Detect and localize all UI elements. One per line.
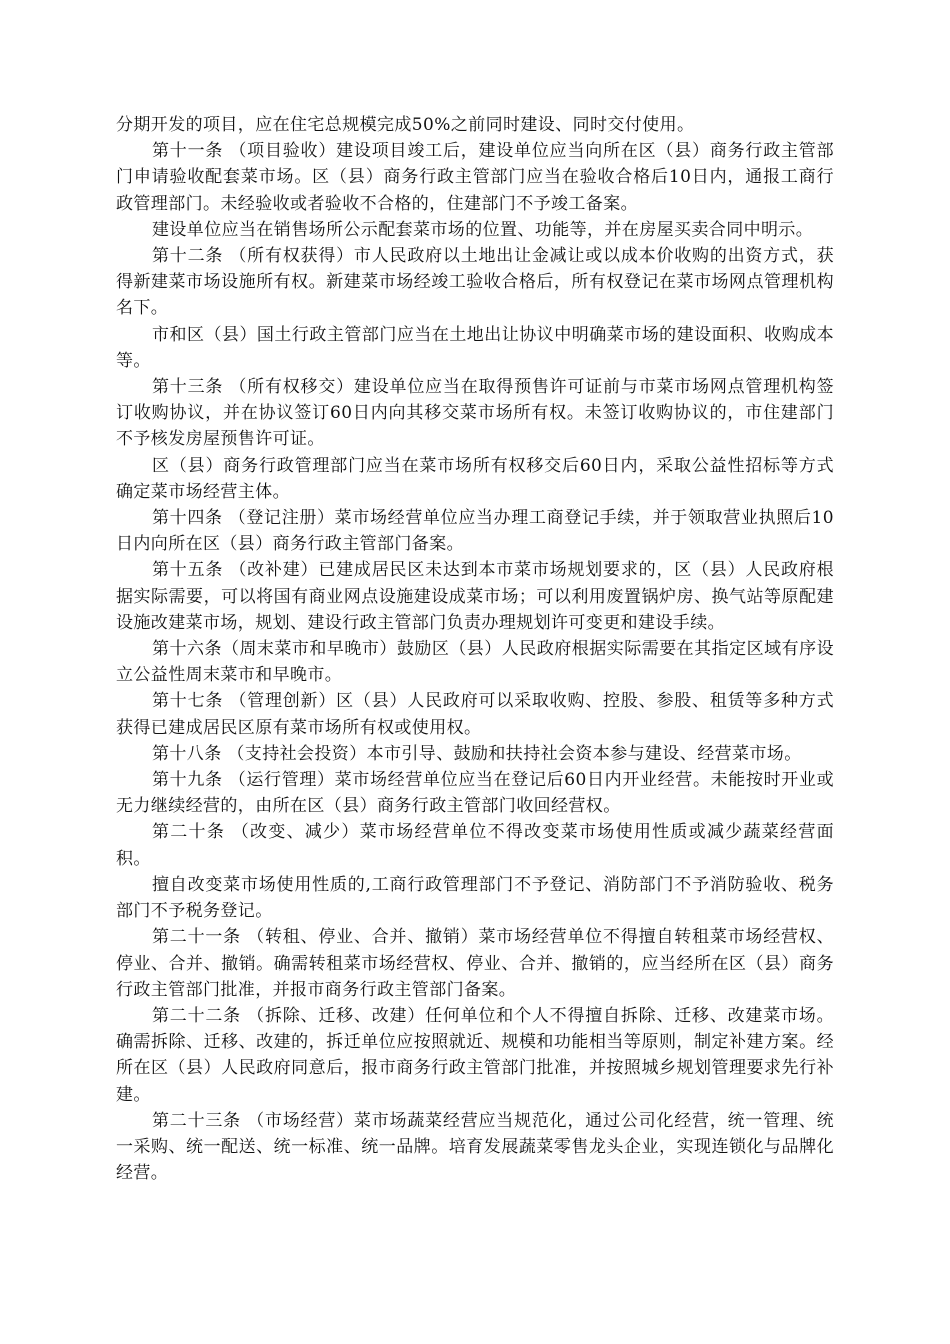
article-13-operator-selection: 区（县）商务行政管理部门应当在菜市场所有权移交后60日内，采取公益性招标等方式确定菜市场经营主体。 xyxy=(116,455,834,502)
article-16-weekend-markets: 第十六条（周末菜市和早晚市）鼓励区（县）人民政府根据实际需要在其指定区域有序设立公益性周末菜市和早晚市。 xyxy=(116,639,834,686)
article-12-land-transfer-agreement: 市和区（县）国土行政主管部门应当在土地出让协议中明确菜市场的建设面积、收购成本等。 xyxy=(116,324,834,371)
article-21-sublease-closure: 第二十一条 （转租、停业、合并、撤销）菜市场经营单位不得擅自转租菜市场经营权、停业、合并、撤销。确需转租菜市场经营权、停业、合并、撤销的，应当经所在区（县）商务行政主管部门批准，并报市商务行政主管部门备案。 xyxy=(116,927,834,1000)
article-17-management-innovation: 第十七条 （管理创新）区（县）人民政府可以采取收购、控股、参股、租赁等多种方式获得已建成居民区原有菜市场所有权或使用权。 xyxy=(116,691,834,738)
article-15-renovation: 第十五条 （改补建）已建成居民区未达到本市菜市场规划要求的，区（县）人民政府根据实际需要，可以将国有商业网点设施建设成菜市场；可以利用废置锅炉房、换气站等原配建设施改建菜市场，规划、建设行政主管部门负责办理规划许可变更和建设手续。 xyxy=(116,560,834,633)
paragraph-continuation: 分期开发的项目，应在住宅总规模完成50%之前同时建设、同时交付使用。 xyxy=(116,115,695,135)
article-14-registration: 第十四条 （登记注册）菜市场经营单位应当办理工商登记手续，并于领取营业执照后10日内向所在区（县）商务行政主管部门备案。 xyxy=(116,508,834,555)
document-page xyxy=(116,112,834,1186)
article-13-ownership-transfer: 第十三条 （所有权移交）建设单位应当在取得预售许可证前与市菜市场网点管理机构签订收购协议，并在协议签订60日内向其移交菜市场所有权。未签订收购协议的，市住建部门不予核发房屋预售许可证。 xyxy=(116,377,834,450)
article-23-market-operation: 第二十三条 （市场经营）菜市场蔬菜经营应当规范化，通过公司化经营，统一管理、统一采购、统一配送、统一标准、统一品牌。培育发展蔬菜零售龙头企业，实现连锁化与品牌化经营。 xyxy=(116,1110,834,1184)
article-19-operation-management: 第十九条 （运行管理）菜市场经营单位应当在登记后60日内开业经营。未能按时开业或无力继续经营的，由所在区（县）商务行政主管部门收回经营权。 xyxy=(116,770,834,817)
article-11-publicity: 建设单位应当在销售场所公示配套菜市场的位置、功能等，并在房屋买卖合同中明示。 xyxy=(152,219,814,240)
article-20-unauthorized-change: 擅自改变菜市场使用性质的,工商行政管理部门不予登记、消防部门不予消防验收、税务部门不予税务登记。 xyxy=(116,874,834,922)
article-11-project-acceptance: 第十一条 （项目验收）建设项目竣工后，建设单位应当向所在区（县）商务行政主管部门申请验收配套菜市场。区（县）商务行政主管部门应当在验收合格后10日内，通报工商行政管理部门。未经验收或者验收不合格的，住建部门不予竣工备案。 xyxy=(116,141,834,214)
article-12-ownership-acquisition: 第十二条 （所有权获得）市人民政府以土地出让金减让或以成本价收购的出资方式，获得新建菜市场设施所有权。新建菜市场经竣工验收合格后，所有权登记在菜市场网点管理机构名下。 xyxy=(116,246,834,319)
article-22-demolition-relocation: 第二十二条 （拆除、迁移、改建）任何单位和个人不得擅自拆除、迁移、改建菜市场。确需拆除、迁移、改建的，拆迁单位应按照就近、规模和功能相当等原则，制定补建方案。经所在区（县）人民政府同意后，报市商务行政主管部门批准，并按照城乡规划管理要求先行补建。 xyxy=(116,1005,834,1105)
article-20-change-reduction: 第二十条 （改变、减少）菜市场经营单位不得改变菜市场使用性质或减少蔬菜经营面积。 xyxy=(116,822,834,869)
article-18-social-investment: 第十八条 （支持社会投资）本市引导、鼓励和扶持社会资本参与建设、经营菜市场。 xyxy=(152,743,802,764)
